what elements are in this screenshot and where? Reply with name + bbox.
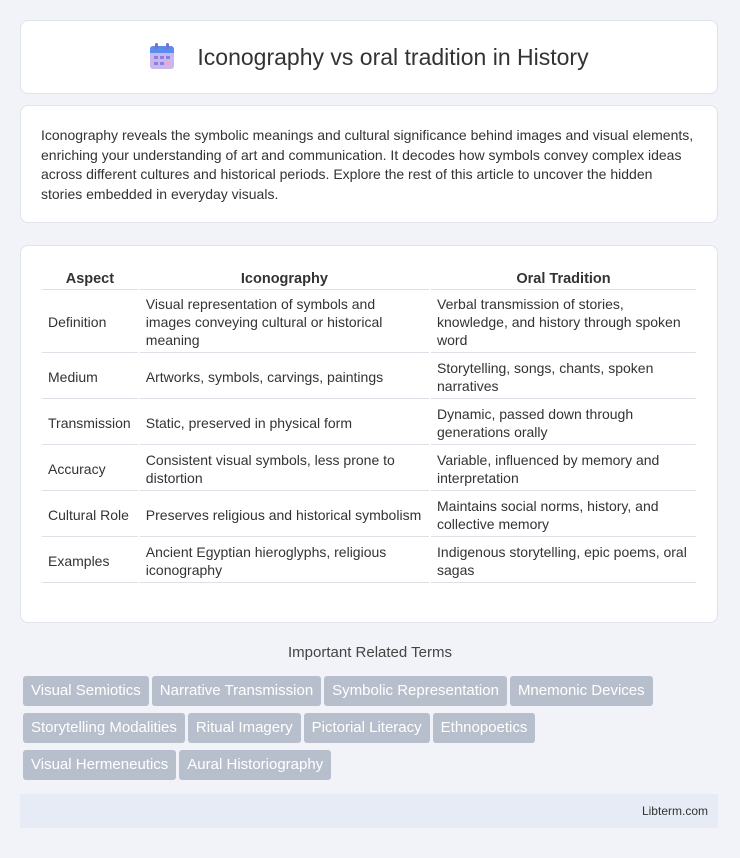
related-term-tag[interactable]: Storytelling Modalities	[23, 713, 185, 743]
table-cell: Indigenous storytelling, epic poems, oral sagas	[431, 539, 696, 583]
page-title: Iconography vs oral tradition in History	[197, 43, 589, 70]
table-cell: Static, preserved in physical form	[140, 401, 429, 445]
table-cell: Examples	[42, 539, 138, 583]
table-cell: Accuracy	[42, 447, 138, 491]
table-cell: Ancient Egyptian hieroglyphs, religious iconography	[140, 539, 429, 583]
table-row	[42, 447, 696, 491]
table-cell: Cultural Role	[42, 493, 138, 537]
title-card	[20, 20, 718, 94]
related-term-tag[interactable]: Narrative Transmission	[152, 676, 321, 706]
table-cell: Definition	[42, 292, 138, 353]
intro-card	[20, 105, 718, 223]
table-row	[42, 292, 696, 353]
related-term-tag[interactable]: Ethnopoetics	[433, 713, 536, 743]
table-cell: Variable, influenced by memory and interpretation	[431, 447, 696, 491]
related-term-tag[interactable]: Aural Historiography	[179, 750, 331, 780]
table-row	[42, 355, 696, 399]
related-term-tag[interactable]: Visual Semiotics	[23, 676, 149, 706]
table-header-cell: Oral Tradition	[431, 268, 696, 290]
related-term-tag[interactable]: Ritual Imagery	[188, 713, 301, 743]
table-cell: Maintains social norms, history, and collective memory	[431, 493, 696, 537]
footer-site-link[interactable]: Libterm.com	[641, 804, 708, 818]
table-cell: Artworks, symbols, carvings, paintings	[140, 355, 429, 399]
table-row	[42, 401, 696, 445]
table-cell: Medium	[42, 355, 138, 399]
related-term-tag[interactable]: Visual Hermeneutics	[23, 750, 176, 780]
table-cell: Storytelling, songs, chants, spoken narratives	[431, 355, 696, 399]
calendar-icon	[149, 43, 175, 71]
table-cell: Visual representation of symbols and images conveying cultural or historical meaning	[140, 292, 429, 353]
table-row	[42, 539, 696, 583]
table-cell: Transmission	[42, 401, 138, 445]
related-terms-list	[23, 676, 723, 787]
comparison-table	[40, 266, 698, 585]
table-header-cell: Aspect	[42, 268, 138, 290]
comparison-table-card	[20, 245, 718, 623]
table-cell: Dynamic, passed down through generations orally	[431, 401, 696, 445]
table-row	[42, 493, 696, 537]
related-terms-heading: Important Related Terms	[288, 644, 452, 661]
table-header-cell: Iconography	[140, 268, 429, 290]
intro-text: Iconography reveals the symbolic meanings and cultural significance behind images and visual elements, enriching your understanding of art and communication. It decodes how symbols convey complex ideas across different cultures and historical periods. Explore the rest of this article to uncover the hidden stories embedded in everyday visuals.	[41, 127, 694, 202]
table-cell: Verbal transmission of stories, knowledge, and history through spoken word	[431, 292, 696, 353]
table-cell: Consistent visual symbols, less prone to distortion	[140, 447, 429, 491]
table-header-row	[42, 268, 696, 290]
related-term-tag[interactable]: Symbolic Representation	[324, 676, 507, 706]
footer	[20, 794, 718, 828]
related-term-tag[interactable]: Mnemonic Devices	[510, 676, 653, 706]
table-cell: Preserves religious and historical symbolism	[140, 493, 429, 537]
related-term-tag[interactable]: Pictorial Literacy	[304, 713, 430, 743]
